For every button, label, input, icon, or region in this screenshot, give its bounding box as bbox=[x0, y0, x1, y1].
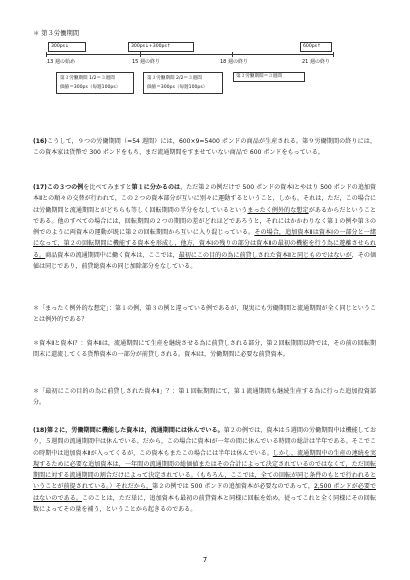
para-number: (16) bbox=[33, 138, 47, 145]
period-box-2-line2: 価値＝300ps（毎週100ps） bbox=[147, 85, 208, 90]
note-1: ＊「まったく例外的な想定」：第１の例，第３の例と違っている例であるが，現実にも労働期間と流通期間が全く同じということは例外的である？ bbox=[33, 305, 376, 324]
week-label: 21 週の終り bbox=[302, 59, 330, 65]
underlined-text: まったく例外的な想定 bbox=[247, 206, 309, 214]
paragraph-18 bbox=[33, 425, 376, 545]
section-title: ＊ 第３労働期間 bbox=[33, 30, 80, 37]
para-text: 商品資本の流通期間中に働く資本は，ここでは， bbox=[45, 251, 179, 259]
underlined-text: しかし，流通期間中の生産の連続を実現するために必要な追加資本は，一年間の流通期間の総価値またはその合計によって決定されているのではなくて，ただ回転期間に対する流通期間の割合だけによって決定されている。（もちろん，ここでは，全ての回転が同じ条件のもとで行われるということが前提されている。）それだから， bbox=[33, 449, 376, 491]
timeline-tick bbox=[333, 52, 334, 57]
period-box-1 bbox=[56, 72, 134, 94]
timeline-tick bbox=[140, 52, 141, 57]
period-box-2 bbox=[143, 72, 223, 94]
underlined-text: 2,500 ポンドが必要ではないのである。 bbox=[33, 483, 376, 502]
emphasis: 第２に，労働期間に機能した資本は，流通期間には休んでいる。 bbox=[46, 427, 224, 434]
period-box-1-line2: 価値＝300ps（毎週100ps） bbox=[60, 85, 121, 90]
paragraph-17 bbox=[33, 182, 376, 292]
para-number: (17) bbox=[33, 184, 47, 191]
para-text: ，ただ第２の例だけで 500 ポンドの資本Ⅰとやはり 500 ポンドの追加資本Ⅱとの順々の交替が行われて，この２つの資本部分が互いに別々に運動するということ，しかも，それは，ただ，この場合には労働期間と流通期間とがどちらも等しく回転期間の半分をなしているという bbox=[33, 184, 376, 214]
week-label: 13 週の始め bbox=[47, 59, 75, 65]
page-number: 7 bbox=[202, 556, 208, 564]
para-text: こうして，９つの労働期間（=54 週間）には，600×9=5400 ポンドの商品が生産される。第９労働期間の終りには，この資本家は貨幣で 300 ポンドをもち，まだ流通期間をすませていない商品で 600 ポンドをもっている。 bbox=[33, 138, 376, 157]
para-text: このことは，ただ単に，追加資本も最初の前貸資本と同様に回転を始め，従ってこれと全く同様にその回転数によってその量を補う，ということから起きるのである。 bbox=[33, 494, 376, 514]
timeline-tick bbox=[232, 52, 233, 57]
para-text: 第２の例では，資本は５週間の労働期間中は機能しており，５週間の流通期間中は休んでいる。だから，この場合に資本Ⅰが一年の間に休んでいる時間の総計は半年である。そこでこの時期中は追加資本Ⅱが入ってくるが，この資本もまたこの場合には半年は休んでいる。 bbox=[33, 427, 376, 457]
emphasis: この３つの例 bbox=[46, 184, 84, 191]
timeline-tick bbox=[46, 52, 47, 57]
paragraph-16 bbox=[33, 136, 376, 159]
para-number: (18) bbox=[33, 427, 47, 434]
note-3: ＊「最初にこの目的の為に前貸しされた資本Ⅱ」？：第１回転期間にて，第１流通期間も継続生産する為に行った追加投資部分。 bbox=[33, 388, 376, 407]
period-box-2-line1: 第３労働期間 2/2＝３週間 bbox=[147, 76, 202, 81]
underlined-text: その場合，追加資本Ⅱは資本Ⅰの一部分と一緒になって，第２の回転期間に機能する資本を形成し，他方，資本Ⅰの残りの部分は資本Ⅱの最初の機能を行う為に遊離させられる。 bbox=[33, 229, 376, 259]
para-text: 第２の例では 500 ポンドの追加資本が必要なのであって， bbox=[152, 483, 315, 491]
top-box-3: 600ps↑ bbox=[300, 42, 332, 52]
period-box-3: 第３労働期間＝３週間 bbox=[233, 72, 305, 82]
para-text: があるからだということである。他のすべての場合には，回転期間の２つの期間の差がどれほどであろうと，それにはかかわりなく第１の例や第３の例でのように両資本の運動が既に第２の回転期間から互いに入り混じっている。 bbox=[33, 206, 376, 237]
emphasis: 第１に分かるのは bbox=[131, 184, 181, 191]
note-2: ＊資本Ⅱと資本Ⅰ？：資本Ⅱは，流通期間にて生産を継続させる為に前貸しされる部分，第２回転期間以降では，その前の回転期間末に還流してくる貨幣資本の一部分が前貸しされる。資本Ⅰは，労働期間に必要な前貸資本。 bbox=[33, 340, 376, 359]
top-box-2: 300ps↓+300ps↑ bbox=[128, 42, 194, 52]
period-box-1-line1: 第３労働期間 1/2＝３週間 bbox=[60, 76, 115, 81]
week-label: 15 週の終り bbox=[132, 59, 160, 65]
para-text: を比べてみますと bbox=[83, 184, 132, 191]
timeline-axis bbox=[46, 54, 334, 55]
underlined-text: 最初にこの目的の為に前貸しされた資本Ⅱと同じものではないが bbox=[178, 251, 352, 259]
top-box-1: 300ps↓ bbox=[48, 42, 86, 52]
para-text: ，その価値は同じであり，前貸総資本の同じ加除部分をなしている。 bbox=[33, 251, 376, 271]
week-label: 18 週の終り bbox=[220, 59, 248, 65]
